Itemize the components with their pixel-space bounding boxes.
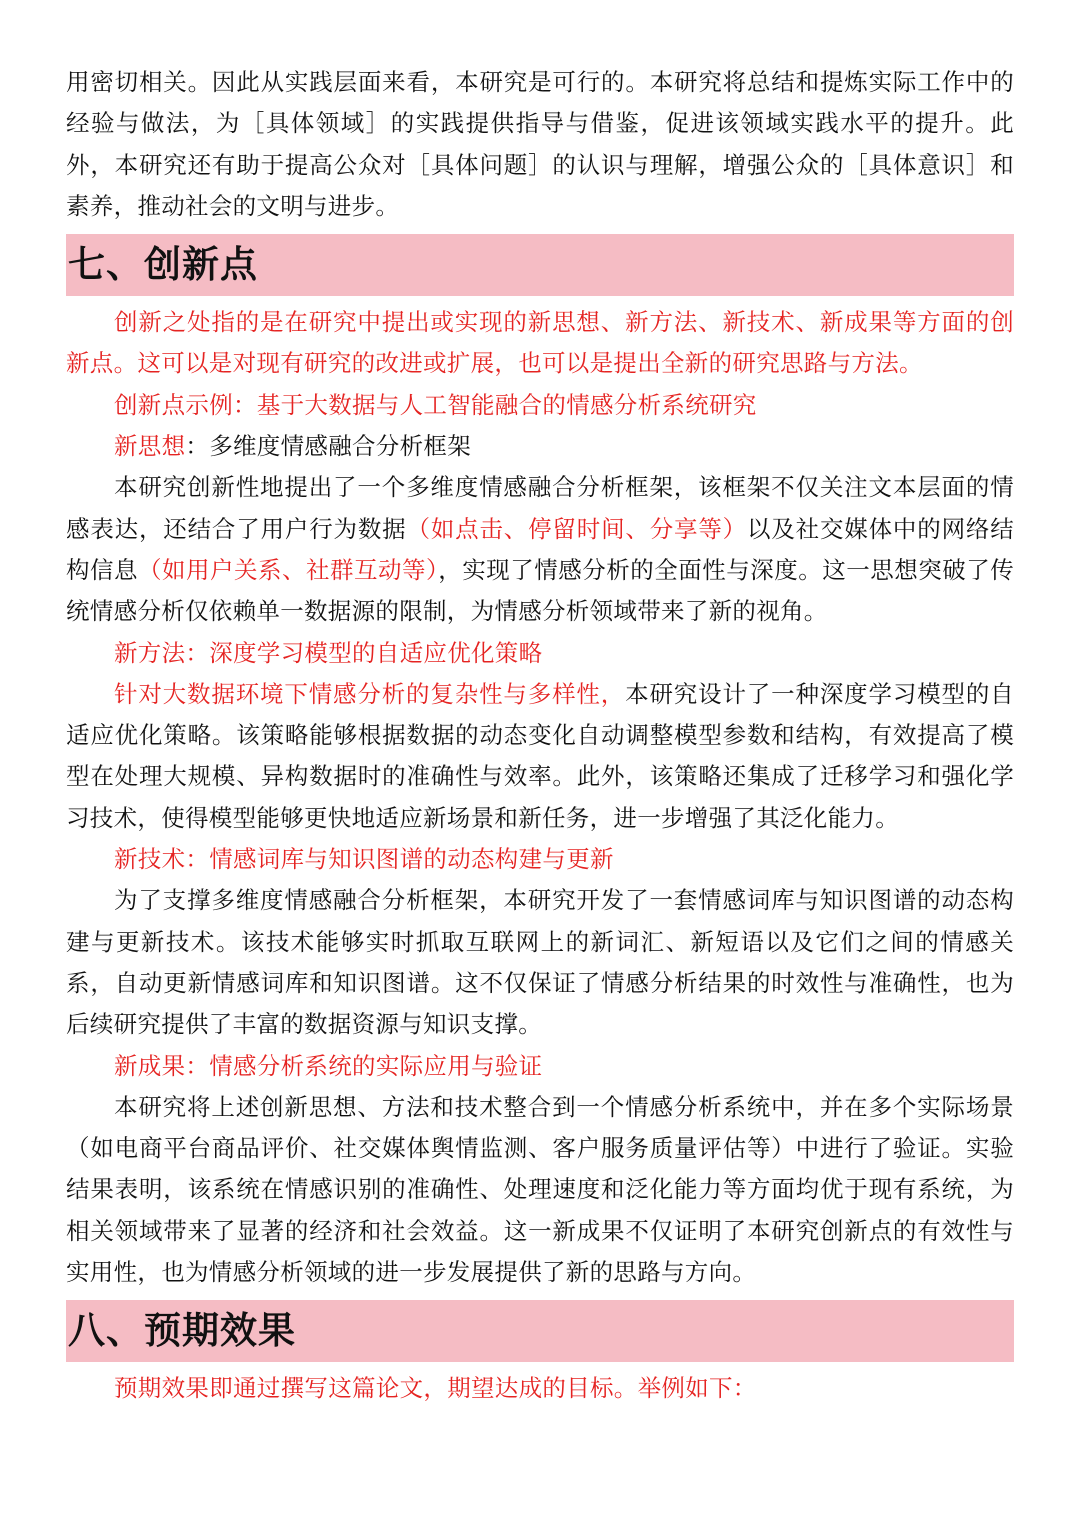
new-idea-red-note-2: （如用户关系、社群互动等） (138, 555, 439, 584)
section-8-heading: 八、预期效果 (66, 1300, 1014, 1362)
new-idea-text-3: ，实现了情感分析的全面性与深度。这一思想突破了传统情感分析仅依赖单一数据源的限制，为情感分析领域带来了新的视角。 (66, 555, 1014, 626)
new-result-paragraph: 本研究将上述创新思想、方法和技术整合到一个情感分析系统中，并在多个实际场景（如电商平台商品评价、社交媒体舆情监测、客户服务质量评估等）中进行了验证。实验结果表明，该系统在情感识别的准确性、处理速度和泛化能力等方面均优于现有系统，为相关领域带来了显著的经济和社会效益。这一新成果不仅证明了本研究创新点的有效性与实用性，也为情感分析领域的进一步发展提供了新的思路与方向。 (66, 1092, 1014, 1287)
new-idea-text-1: 本研究创新性地提出了一个多维度情感融合分析框架，该框架不仅关注文本层面的情感表达，还结合了用户行为数据 (66, 473, 1014, 543)
new-method-red-lead: 针对大数据环境下情感分析的复杂性与多样性， (114, 679, 626, 708)
new-idea-title-text: ：多维度情感融合分析框架 (185, 432, 472, 461)
new-idea-title (66, 426, 1014, 467)
new-result-title: 新成果：情感分析系统的实际应用与验证 (114, 1051, 543, 1080)
new-method-paragraph (66, 674, 1014, 839)
new-idea-paragraph (66, 467, 1014, 632)
new-method-title: 新方法：深度学习模型的自适应优化策略 (114, 638, 543, 667)
new-tech-title: 新技术：情感词库与知识图谱的动态构建与更新 (114, 845, 614, 874)
new-tech-paragraph: 为了支撑多维度情感融合分析框架，本研究开发了一套情感词库与知识图谱的动态构建与更新技术。该技术能够实时抓取互联网上的新词汇、新短语以及它们之间的情感关系，自动更新情感词库和知识图谱。这不仅保证了情感分析结果的时效性与准确性，也为后续研究提供了丰富的数据资源与知识支撑。 (66, 886, 1014, 1039)
new-idea-red-note-1: （如点击、停留时间、分享等） (406, 514, 747, 543)
expected-effect-intro: 预期效果即通过撰写这篇论文，期望达成的目标。举例如下： (114, 1374, 757, 1403)
innovation-definition: 创新之处指的是在研究中提出或实现的新思想、新方法、新技术、新成果等方面的创新点。这可以是对现有研究的改进或扩展，也可以是提出全新的研究思路与方法。 (66, 308, 1014, 378)
new-idea-text-2: 以及社交媒体中的网络结构信息 (66, 514, 1015, 584)
innovation-example-title: 创新点示例：基于大数据与人工智能融合的情感分析系统研究 (114, 390, 757, 419)
section-7-heading: 七、创新点 (66, 234, 1014, 296)
new-idea-label: 新思想 (114, 432, 186, 461)
intro-paragraph: 用密切相关。因此从实践层面来看，本研究是可行的。本研究将总结和提炼实际工作中的经验与做法，为［具体领域］的实践提供指导与借鉴，促进该领域实践水平的提升。此外，本研究还有助于提高公众对［具体问题］的认识与理解，增强公众的［具体意识］和素养，推动社会的文明与进步。 (66, 68, 1014, 220)
new-method-text: 本研究设计了一种深度学习模型的自适应优化策略。该策略能够根据数据的动态变化自动调整模型参数和结构，有效提高了模型在处理大规模、异构数据时的准确性与效率。此外，该策略还集成了迁移学习和强化学习技术，使得模型能够更快地适应新场景和新任务，进一步增强了其泛化能力。 (66, 679, 1014, 832)
